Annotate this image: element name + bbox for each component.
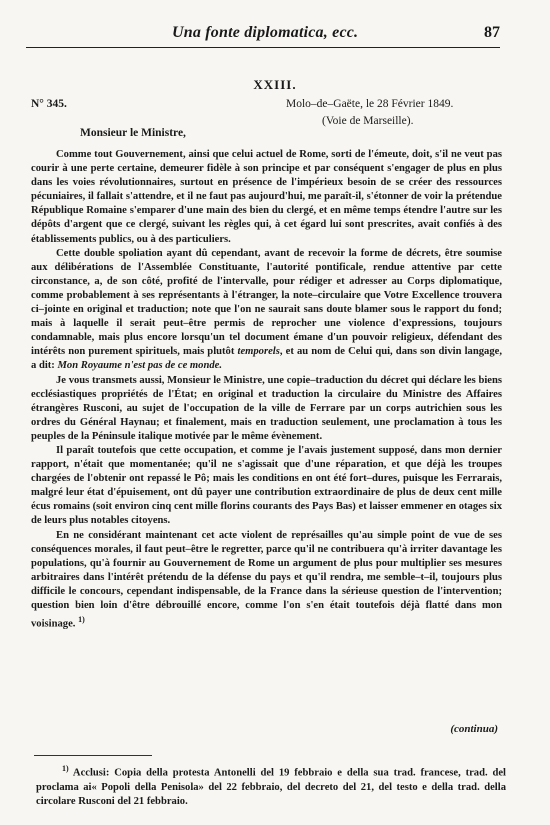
routing-note: (Voie de Marseille). [322,115,414,127]
header-rule [26,47,500,48]
footnote-rule [34,755,152,756]
paragraph: Il paraît toutefois que cette occupation, et comme je l'avais justement supposé, dans mon dernier rapport, n'était que momentanée; qu'il ne s'agissait que d'une réparation, et que déjà les troupes chargées de l'obtenir ont repassé le Pô; mais les conditions en ont été fort–dures, puisque les Ferrarais, malgré leur état d'épuisement, ont dû payer une contribution extraordinaire de plus de deux cent mille écus romains (soit environ cinq cent mille florins courants des Pays Bas) et laisser emmener en otages six de leurs plus notables citoyens. [31,444,502,527]
running-title: Una fonte diplomatica, ecc. [172,24,359,41]
paragraph: En ne considérant maintenant cet acte violent de représailles qu'au simple point de vue de ses conséquences morales, il faut peut–être le regretter, parce qu'il ne contribuera qu'à irriter davantage les populations, qu'à fournir au Gouvernement de Rome un argument de plus pour multiplier ses mesures arbitraires dans l'intérêt prétendu de la défense du pays et qu'il rendra, me semble–t–il, toujours plus difficile le concours, cependant indispensable, de la France dans la sérieuse question de l'intervention; question bien loin d'être débrouillé encore, comme l'on s'en était toutefois déjà flatté dans mon voisinage. $^{1)}$ [31,529,502,630]
continuation-note: (continua) [450,723,498,735]
footnote-reference: 1) [78,615,85,625]
page-header [30,24,500,44]
page-number: 87 [484,24,500,41]
place-date: Molo–de–Gaëte, le 28 Février 1849. [286,98,454,110]
document-reference: N° 345. [31,98,67,110]
letter-body [31,148,502,632]
footnote-marker: 1) [62,764,69,773]
emphasis-quote: Mon Royaume n'est pas de ce monde. [57,360,222,372]
document-number: XXIII. [253,77,297,92]
paragraph: Je vous transmets aussi, Monsieur le Ministre, une copie–traduction du décret qui déclare les biens ecclésiastiques propriétés de l'État; en original et traduction la circulaire du Ministre des Affaires étrangères Rusconi, au sujet de l'occupation de la ville de Ferrare par un corps autrichien sous les ordres du Général Haynau; et finalement, mais en traduction seulement, une proclamation à tous les peuples de la Péninsule italique motivée par le même évènement. [31,374,502,442]
paragraph: Cette double spoliation ayant dû cependant, avant de recevoir la forme de décrets, être soumise aux délibérations de l'Assemblée Constituante, l'autorité pontificale, rendue attentive par cette circonstance, a, de son côté, profité de l'intervalle, pour rédiger et adresser au Corps diplomatique, comme probablement à ses représentants à l'étranger, la note–circulaire que Votre Excellence trouvera ci–jointe en original et traduction; note que l'on ne saurait sans doute blamer sous le rapport du fond; mais à laquelle il serait peut–être permis de reprocher une violence d'expressions, toujours condamnable, mais plus encore lorsqu'un tel document émane d'un pouvoir religieux, défendant des intérêts non purement spirituels, mais plutôt temporels, et au nom de Celui qui, dans son divin langage, a dit: Mon Royaume n'est pas de ce monde. [31,247,502,372]
footnote [36,762,506,809]
salutation: Monsieur le Ministre, [80,127,186,139]
emphasis: temporels [237,346,280,358]
paragraph: Comme tout Gouvernement, ainsi que celui actuel de Rome, sorti de l'émeute, doit, s'il ne veut pas courir à une perte certaine, demeurer fidèle à son principe et par conséquent s'engager de plus en plus dans les voies révolutionnaires, surtout en présence de l'impérieux besoin de se créer des ressources pécuniaires, il fallait s'attendre, et il ne faut pas aujourd'hui, me paraît-il, s'étonner de voir la prétendue République Romaine s'emparer d'une main des bien du clergé, et en même temps étendre l'autre sur les dépôts d'argent que ce clergé, suivant les règles qui, à cet égard lui sont prescrites, avait confiés à des établissements publics, ou à des particuliers. [31,149,502,245]
footnote-text: Acclusi: Copia della protesta Antonelli del 19 febbraio e della sua trad. francese, trad. del proclama ai« Popoli della Penisola» del 22 febbraio, del decreto del 21, del testo e della trad. della circolare Rusconi del 21 febbraio. [36,767,506,807]
